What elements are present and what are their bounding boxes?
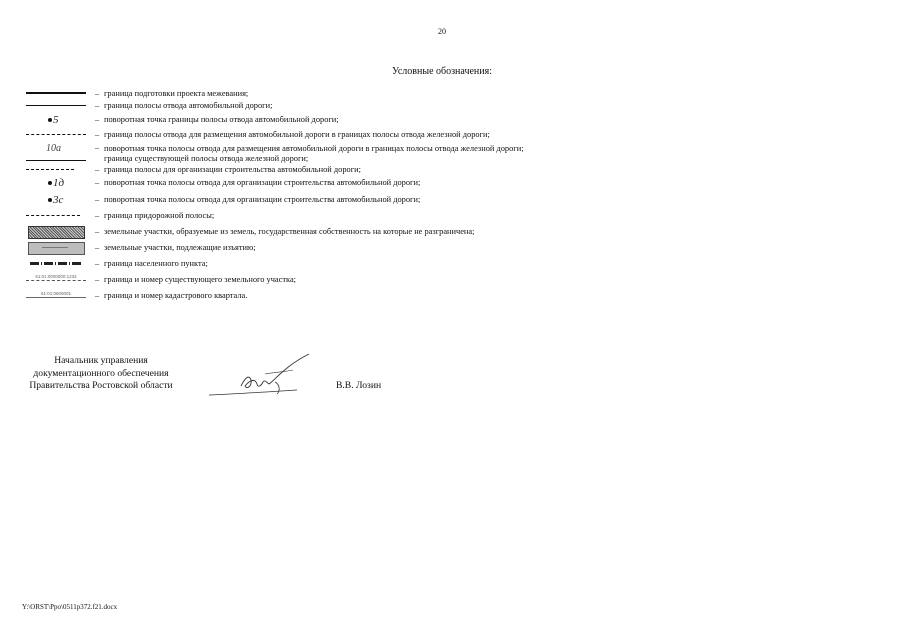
land-plot-boundary-symbol [22, 271, 90, 288]
legend-text: граница существующей полосы отвода железной дороги; [104, 154, 309, 163]
dash: – [94, 88, 100, 98]
dash: – [94, 274, 100, 284]
legend-text: земельные участки, образуемые из земель, государственная собственность на которые не разграничена; [104, 227, 475, 236]
legend-text: граница полосы для организации строительства автомобильной дороги; [104, 165, 361, 174]
dash: – [94, 211, 100, 220]
legend-item [22, 240, 702, 256]
construction-boundary-symbol [22, 165, 90, 175]
legend-item [22, 288, 702, 304]
legend-text: поворотная точка полосы отвода для размещения автомобильной дороги в границах полосы отвода железной дороги; [104, 144, 524, 153]
point-label: 1д [53, 177, 65, 189]
dashed-road-boundary-symbol [22, 127, 90, 143]
legend-text: граница и номер существующего земельного участка; [104, 274, 297, 284]
legend-item [22, 143, 702, 165]
point-dot-icon [48, 198, 52, 202]
construction-turning-point-symbol [22, 191, 90, 208]
point-label: 10а [46, 143, 61, 154]
dash: – [94, 130, 100, 139]
file-path: Y:\ORST\Ppo\0511p372.f21.docx [22, 603, 118, 611]
turning-point-symbol [22, 113, 90, 127]
plot-number-sample: 61:01:0000000:1234 [35, 274, 77, 279]
point-label: 3с [53, 193, 64, 206]
legend-text: граница полосы отвода автомобильной дороги; [104, 101, 273, 110]
legend-text: граница и номер кадастрового квартала. [104, 291, 248, 300]
dash: – [94, 165, 100, 174]
dash: – [94, 291, 100, 300]
project-boundary-symbol [22, 88, 90, 99]
legend-text: земельные участки, подлежащие изъятию; [104, 243, 256, 252]
quarter-number-sample: 61:01:0600001 [40, 291, 72, 296]
point-label: 5 [53, 114, 59, 126]
legend-text: граница придорожной полосы; [104, 211, 215, 220]
dash: – [94, 227, 100, 236]
legend-item [22, 127, 702, 143]
cadastral-quarter-symbol [22, 288, 90, 304]
seized-land-symbol [22, 240, 90, 256]
dash: – [94, 194, 100, 204]
point-dot-icon [48, 118, 52, 122]
legend [22, 88, 702, 304]
legend-item [22, 256, 702, 271]
dash: – [94, 258, 100, 268]
legend-item [22, 99, 702, 113]
dash: – [94, 178, 100, 187]
construction-turning-point-symbol [22, 175, 90, 191]
point-dot-icon [48, 181, 52, 185]
handwritten-signature [205, 350, 315, 400]
legend-item [22, 165, 702, 175]
legend-item [22, 88, 702, 99]
roadside-strip-symbol [22, 208, 90, 224]
rail-turning-point-symbol [22, 143, 90, 165]
legend-item [22, 113, 702, 127]
settlement-boundary-symbol [22, 256, 90, 271]
legend-text: поворотная точка полосы отвода для организации строительства автомобильной дороги; [104, 194, 421, 204]
signer-name: В.В. Лозин [336, 380, 382, 391]
dash: – [94, 243, 100, 252]
signer-title-line: Начальник управления [54, 355, 148, 366]
legend-item [22, 271, 702, 288]
dash: – [94, 115, 100, 124]
legend-text: граница населенного пункта; [104, 258, 208, 268]
signer-title-line: документационного обеспечения [33, 367, 169, 379]
dash: – [94, 101, 100, 110]
signer-title-line: Правительства Ростовской области [29, 380, 173, 391]
signature-block [20, 355, 182, 393]
page-number: 20 [438, 27, 446, 36]
state-land-hatch-symbol [22, 224, 90, 240]
legend-title: Условные обозначения: [391, 66, 492, 77]
legend-text: поворотная точка полосы отвода для организации строительства автомобильной дороги; [104, 178, 421, 187]
legend-text: поворотная точка границы полосы отвода автомобильной дороги; [104, 115, 339, 124]
legend-item [22, 208, 702, 224]
legend-item [22, 175, 702, 191]
dash: – [94, 143, 100, 152]
legend-text: граница полосы отвода для размещения автомобильной дороги в границах полосы отвода железной дороги; [104, 130, 490, 139]
legend-text: граница подготовки проекта межевания; [104, 88, 249, 98]
legend-item [22, 191, 702, 208]
road-boundary-symbol [22, 99, 90, 113]
legend-item [22, 224, 702, 240]
